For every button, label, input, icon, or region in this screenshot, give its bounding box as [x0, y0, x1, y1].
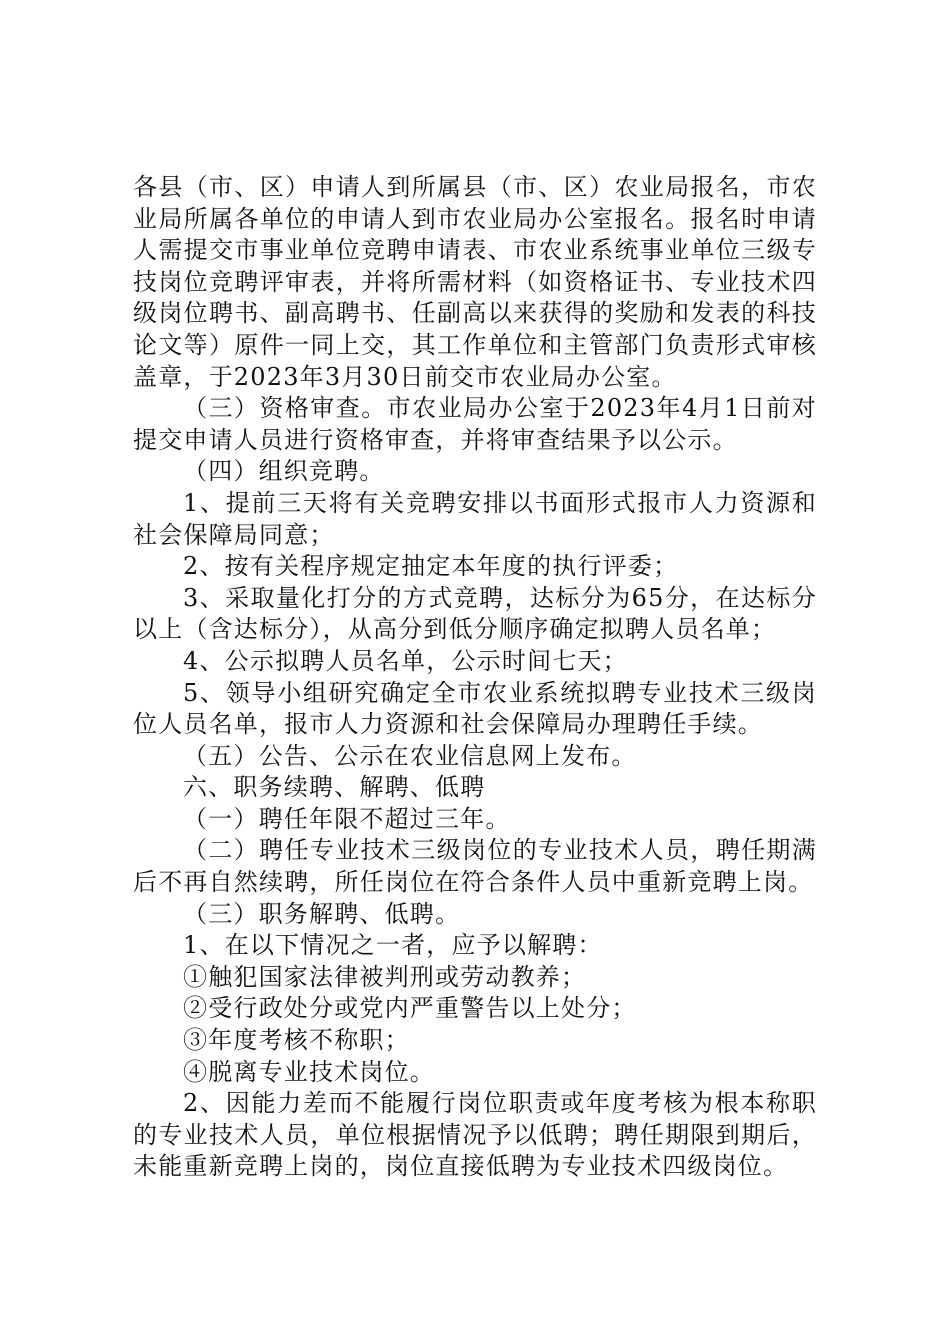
paragraph-registration: 各县（市、区）申请人到所属县（市、区）农业局报名，市农业局所属各单位的申请人到市农业局办公室报名。报名时申请人需提交市事业单位竞聘申请表、市农业系统事业单位三级专技岗位竞聘评审表，并将所需材料（如资格证书、专业技术四级岗位聘书、副高聘书、任副高以来获得的奖励和发表的科技论文等）原件一同上交，其工作单位和主管部门负责形式审核盖章，于2023年3月30日前交市农业局办公室。: [133, 173, 817, 391]
paragraph-item-4: 4、公示拟聘人员名单，公示时间七天；: [183, 646, 628, 675]
paragraph-dismissal-conditions: 1、在以下情况之一者，应予以解聘：: [183, 931, 603, 960]
paragraph-dismissal-heading: （三）职务解聘、低聘。: [183, 899, 461, 928]
paragraph-item-3: 3、采取量化打分的方式竞聘，达标分为65分，在达标分以上（含达标分），从高分到低分顺序确定拟聘人员名单；: [133, 583, 817, 644]
paragraph-item-2: 2、按有关程序规定抽定本年度的执行评委；: [183, 552, 679, 581]
list-item-circled-3: ③年度考核不称职；: [183, 1026, 410, 1055]
paragraph-organize-heading: （四）组织竞聘。: [183, 457, 385, 486]
list-item-circled-4: ④脱离专业技术岗位。: [183, 1057, 435, 1086]
paragraph-item-1: 1、提前三天将有关竞聘安排以书面形式报市人力资源和社会保障局同意；: [133, 488, 817, 549]
list-item-circled-2: ②受行政处分或党内严重警告以上处分；: [183, 994, 637, 1023]
paragraph-demotion: 2、因能力差而不能履行岗位职责或年度考核为根本称职的专业技术人员，单位根据情况予以低聘；聘任期限到期后，未能重新竞聘上岗的，岗位直接低聘为专业技术四级岗位。: [133, 1089, 817, 1181]
paragraph-announcement: （五）公告、公示在农业信息网上发布。: [183, 741, 637, 770]
paragraph-reappointment: （二）聘任专业技术三级岗位的专业技术人员，聘任期满后不再自然续聘，所任岗位在符合条件人员中重新竞聘上岗。: [133, 836, 817, 897]
list-item-circled-1: ①触犯国家法律被判刑或劳动教养；: [183, 962, 587, 991]
paragraph-qualification-review: （三）资格审查。市农业局办公室于2023年4月1日前对提交申请人员进行资格审查，并将审查结果予以公示。: [133, 394, 817, 454]
paragraph-item-5: 5、领导小组研究确定全市农业系统拟聘专业技术三级岗位人员名单，报市人力资源和社会保障局办理聘任手续。: [133, 678, 817, 739]
section-heading-six: 六、职务续聘、解聘、低聘: [183, 773, 486, 802]
document-body: [133, 172, 817, 1183]
paragraph-term-limit: （一）聘任年限不超过三年。: [183, 804, 511, 833]
